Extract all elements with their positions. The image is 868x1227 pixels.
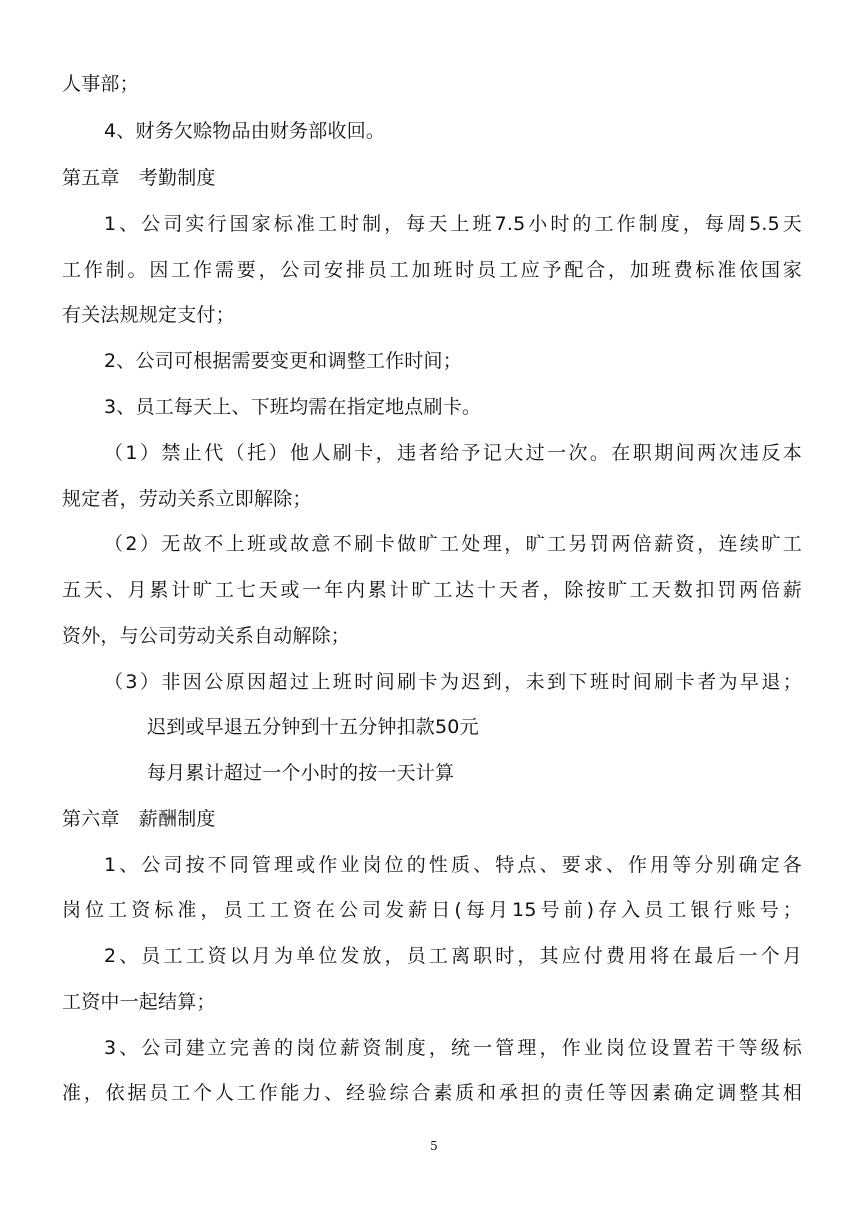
text-line: 人事部； xyxy=(62,73,139,95)
chapter-heading: 第六章 薪酬制度 xyxy=(62,808,216,830)
text-line: 五天、月累计旷工七天或一年内累计旷工达十天者，除按旷工天数扣罚两倍薪 xyxy=(62,579,802,601)
text-line: 资外，与公司劳动关系自动解除； xyxy=(62,625,351,647)
text-line: 规定者，劳动关系立即解除； xyxy=(62,488,312,510)
text-line: 2、公司可根据需要变更和调整工作时间； xyxy=(104,350,462,372)
text-line: 工资中一起结算； xyxy=(62,991,216,1013)
chapter-heading: 第五章 考勤制度 xyxy=(62,167,216,189)
text-line: 迟到或早退五分钟到十五分钟扣款50元 xyxy=(147,716,479,738)
text-line: （1）禁止代（托）他人刷卡，违者给予记大过一次。在职期间两次违反本 xyxy=(104,442,802,464)
text-line: 3、公司建立完善的岗位薪资制度，统一管理，作业岗位设置若干等级标 xyxy=(104,1037,802,1059)
text-line: （2）无故不上班或故意不刷卡做旷工处理，旷工另罚两倍薪资，连续旷工 xyxy=(104,533,802,555)
page-number: 5 xyxy=(430,1139,438,1153)
text-line: （3）非因公原因超过上班时间刷卡为迟到，未到下班时间刷卡者为早退； xyxy=(104,671,802,693)
text-line: 3、员工每天上、下班均需在指定地点刷卡。 xyxy=(104,396,482,418)
text-line: 岗位工资标准，员工工资在公司发薪日(每月15号前)存入员工银行账号； xyxy=(62,899,802,921)
text-line: 1、公司实行国家标准工时制，每天上班7.5小时的工作制度，每周5.5天 xyxy=(104,213,802,235)
text-line: 4、财务欠赊物品由财务部收回。 xyxy=(104,120,386,142)
text-line: 有关法规规定支付； xyxy=(62,304,235,326)
text-line: 2、员工工资以月为单位发放，员工离职时，其应付费用将在最后一个月 xyxy=(104,945,802,967)
text-line: 准，依据员工个人工作能力、经验综合素质和承担的责任等因素确定调整其相 xyxy=(62,1082,802,1104)
text-line: 每月累计超过一个小时的按一天计算 xyxy=(147,762,455,784)
text-line: 工作制。因工作需要，公司安排员工加班时员工应予配合，加班费标准依国家 xyxy=(62,259,802,281)
text-line: 1、公司按不同管理或作业岗位的性质、特点、要求、作用等分别确定各 xyxy=(104,854,802,876)
